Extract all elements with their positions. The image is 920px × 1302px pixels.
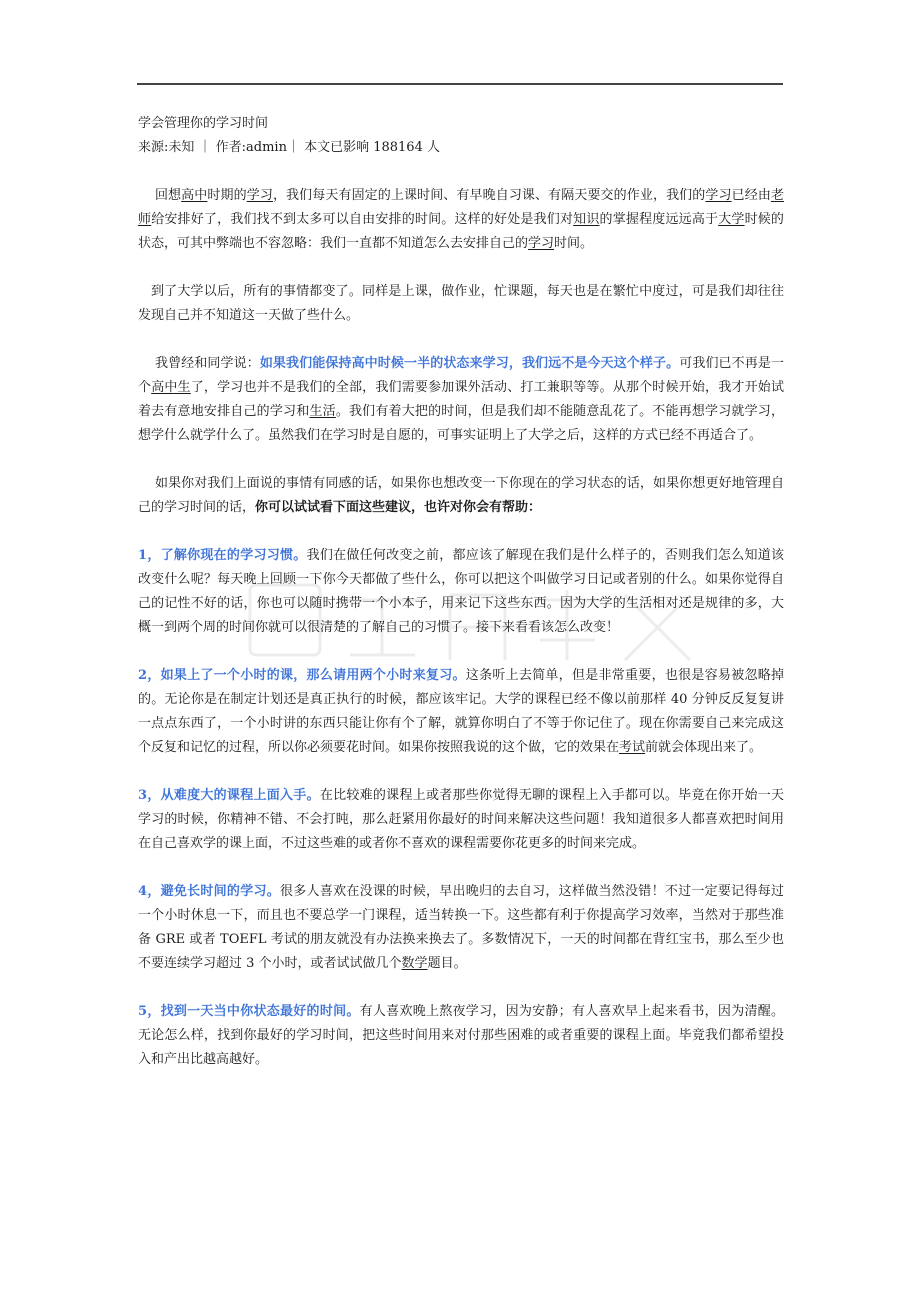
tip-4: 4，避免长时间的学习。很多人喜欢在没课的时候，早出晚归的去自习，这样做当然没错！不过一定要记得每过一个小时休息一下，而且也不要总学一门课程，适当转换一下。这些都有利于你提高学习效率，当然对于那些准备 GRE 或者 TOEFL 考试的朋友就没有办法换来换去了。多数情况下，一天的时间都在背红宝书，那么至少也不要连续学习超过 3 个小时，或者试试做几个数学题目。 [138, 884, 784, 971]
link-shenghuo[interactable]: 生活 [309, 404, 336, 419]
tip-2-heading: 2，如果上了一个小时的课，那么请用两个小时来复习。 [138, 668, 466, 683]
article-content [138, 112, 784, 1072]
link-xuexi-1[interactable]: 学习 [246, 188, 273, 203]
tip-5-heading: 5，找到一天当中你状态最好的时间。 [138, 1004, 360, 1019]
link-daxue[interactable]: 大学 [718, 212, 745, 227]
link-gaozhong[interactable]: 高中 [181, 188, 208, 203]
tip-3-heading: 3，从难度大的课程上面入手。 [138, 788, 320, 803]
paragraph-3: 我曾经和同学说：如果我们能保持高中时候一半的状态来学习，我们远不是今天这个样子。可我们已不再是一个高中生了，学习也并不是我们的全部，我们需要参加课外活动、打工兼职等等。从那个时候开始，我才开始试着去有意地安排自己的学习和生活。我们有着大把的时间，但是我们却不能随意乱花了。不能再想学习就学习，想学什么就学什么了。虽然我们在学习时是自愿的，可事实证明上了大学之后，这样的方式已经不再适合了。 [138, 356, 784, 443]
article-meta: 来源:未知 ｜ 作者:admin｜ 本文已影响 188164 人 [138, 140, 440, 155]
link-zhishi[interactable]: 知识 [573, 212, 600, 227]
suggestion-intro: 你可以试试看下面这些建议，也许对你会有帮助： [255, 500, 542, 515]
link-kaoshi[interactable]: 考试 [619, 740, 646, 755]
article-title: 学会管理你的学习时间 [138, 116, 269, 131]
link-gaozhongsheng[interactable]: 高中生 [151, 380, 191, 395]
link-laoshi[interactable]: 老师 [138, 188, 784, 227]
tip-2: 2，如果上了一个小时的课，那么请用两个小时来复习。这条听上去简单，但是非常重要，也很是容易被忽略掉的。无论你是在制定计划还是真正执行的时候，都应该牢记。大学的课程已经不像以前那样 40 分钟反反复复讲一点点东西了，一个小时讲的东西只能让你有个了解，就算你明白了不等于你记住了。现在你需要自己来完成这个反复和记忆的过程，所以你必须要花时间。如果你按照我说的这个做，它的效果在考试前就会体现出来了。 [138, 668, 784, 755]
tip-5: 5，找到一天当中你状态最好的时间。有人喜欢晚上熬夜学习，因为安静；有人喜欢早上起来看书，因为清醒。无论怎么样，找到你最好的学习时间，把这些时间用来对付那些困难的或者重要的课程上面。毕竟我们都希望投入和产出比越高越好。 [138, 1004, 784, 1067]
tip-4-heading: 4，避免长时间的学习。 [138, 884, 281, 899]
top-rule [137, 83, 783, 85]
tip-3: 3，从难度大的课程上面入手。在比较难的课程上或者那些你觉得无聊的课程上入手都可以。毕竟在你开始一天学习的时候，你精神不错、不会打盹，那么赶紧用你最好的时间来解决这些问题！我知道很多人都喜欢把时间用在自己喜欢学的课上面，不过这些难的或者你不喜欢的课程需要你花更多的时间来完成。 [138, 788, 784, 851]
link-shuxue[interactable]: 数学 [401, 956, 428, 971]
tip-1: 1，了解你现在的学习习惯。我们在做任何改变之前，都应该了解现在我们是什么样子的，否则我们怎么知道该改变什么呢？每天晚上回顾一下你今天都做了些什么，你可以把这个叫做学习日记或者别的什么。如果你觉得自己的记性不好的话，你也可以随时携带一个小本子，用来记下这些东西。因为大学的生活相对还是规律的多，大概一到两个周的时间你就可以很清楚的了解自己的习惯了。接下来看看该怎么改变！ [138, 548, 784, 635]
paragraph-2: 到了大学以后，所有的事情都变了。同样是上课，做作业，忙课题，每天也是在繁忙中度过，可是我们却往往发现自己并不知道这一天做了些什么。 [138, 284, 784, 323]
link-xuexi-3[interactable]: 学习 [528, 236, 555, 251]
highlight-quote: 如果我们能保持高中时候一半的状态来学习，我们远不是今天这个样子。 [259, 356, 680, 371]
tip-1-heading: 1，了解你现在的学习习惯。 [138, 548, 307, 563]
link-xuexi-2[interactable]: 学习 [705, 188, 732, 203]
paragraph-4: 如果你对我们上面说的事情有同感的话，如果你也想改变一下你现在的学习状态的话，如果你想更好地管理自己的学习时间的话，你可以试试看下面这些建议，也许对你会有帮助： [138, 476, 784, 515]
paragraph-1: 回想高中时期的学习，我们每天有固定的上课时间、有早晚自习课、有隔天要交的作业，我们的学习已经由老师给安排好了，我们找不到太多可以自由安排的时间。这样的好处是我们对知识的掌握程度远远高于大学时候的状态，可其中弊端也不容忽略：我们一直都不知道怎么去安排自己的学习时间。 [138, 188, 784, 251]
